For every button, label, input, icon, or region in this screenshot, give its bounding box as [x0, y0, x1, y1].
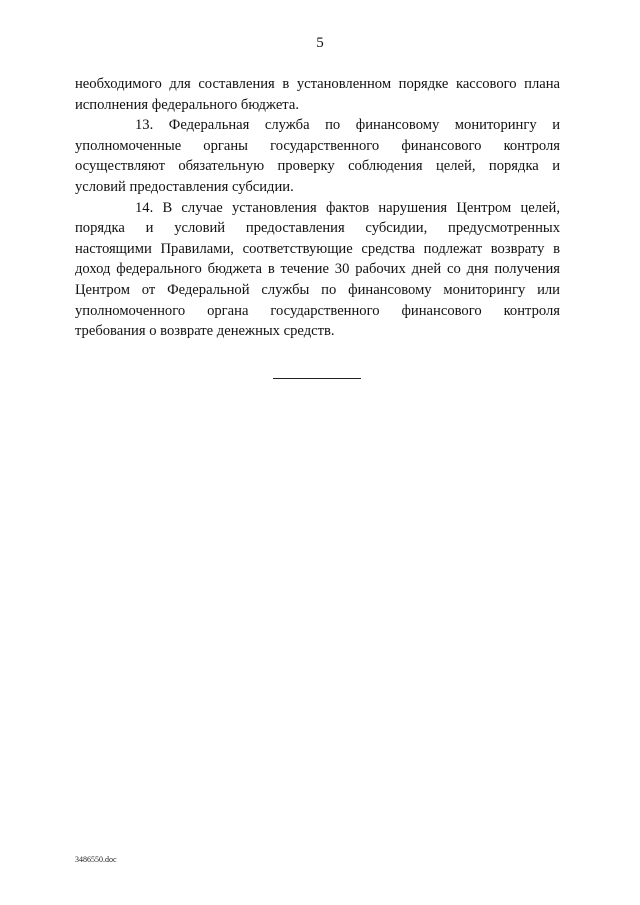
text-line: условий предоставления субсидии.: [75, 178, 294, 195]
text-line: Центром от Федеральной службы по финансовому мониторингу или: [75, 281, 560, 298]
text-line: исполнения федерального бюджета.: [75, 96, 299, 113]
end-separator-line: [273, 378, 361, 379]
text-line: уполномоченного органа государственного финансового контроля: [75, 302, 560, 319]
document-body: [75, 74, 560, 342]
text-line: необходимого для составления в установленном порядке кассового плана: [75, 76, 560, 92]
paragraph-14-first-line: 14. В случае установления фактов нарушения Центром целей,: [135, 199, 560, 216]
text-line: порядка и условий предоставления субсидии, предусмотренных: [75, 220, 560, 237]
text-line: настоящими Правилами, соответствующие средства подлежат возврату в: [75, 240, 560, 257]
text-line: доход федерального бюджета в течение 30 рабочих дней со дня получения: [75, 261, 560, 278]
text-line: уполномоченные органы государственного финансового контроля: [75, 137, 560, 154]
page-number: 5: [316, 35, 324, 51]
text-line: осуществляют обязательную проверку соблюдения целей, порядка и: [75, 158, 560, 175]
paragraph-13-first-line: 13. Федеральная служба по финансовому мониторингу и: [135, 117, 560, 134]
text-line: требования о возврате денежных средств.: [75, 323, 335, 340]
footer-file-name: 3486550.doc: [75, 855, 117, 864]
